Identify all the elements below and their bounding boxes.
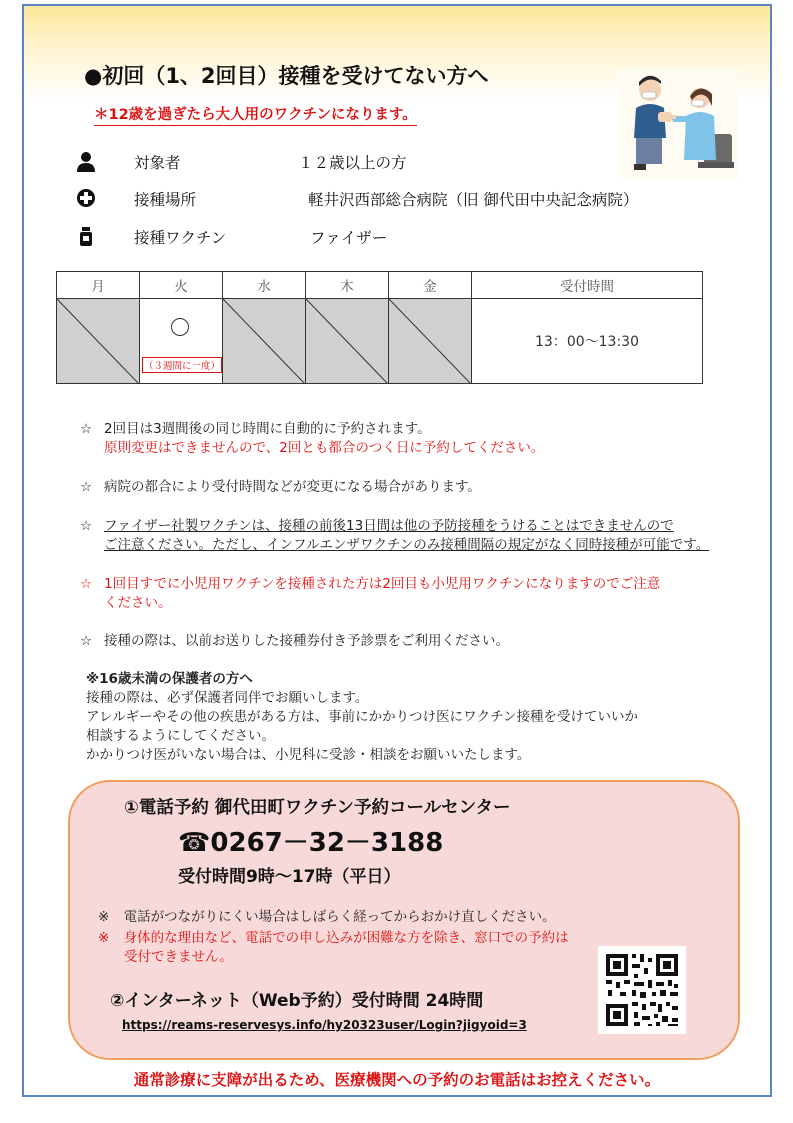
note-line: ご注意ください。ただし、インフルエンザワクチンのみ接種間隔の規定がなく同時接種が可能です。 [104, 537, 710, 553]
note-line: 原則変更はできませんので、2回とも都合のつく日に予約してください。 [104, 440, 545, 456]
note-line: 2回目は3週間後の同じ時間に自動的に予約されます。 [104, 421, 431, 437]
vaccination-illustration [620, 68, 738, 178]
note-line: ください。 [104, 595, 172, 611]
guardian-line: 接種の際は、必ず保護者同伴でお願いします。 [86, 690, 369, 706]
note-mark: ※ [98, 930, 110, 946]
header-fri: 金 [389, 272, 472, 299]
phone-heading: ①電話予約 御代田町ワクチン予約コールセンター [124, 798, 511, 818]
fri-unavailable-cell [389, 299, 472, 384]
available-circle-icon [171, 318, 189, 336]
phone-icon: ☎ [178, 828, 211, 858]
thu-unavailable-cell [306, 299, 389, 384]
mon-unavailable-cell [57, 299, 140, 384]
web-url-link[interactable]: https://reams-reservesys.info/hy20323user/Login?jigyoid=3 [122, 1018, 527, 1032]
web-heading: ②インターネット（Web予約）受付時間 24時間 [110, 991, 484, 1011]
vaccine-value: ファイザー [310, 229, 388, 247]
place-value: 軽井沢西部総合病院（旧 御代田中央記念病院） [308, 191, 639, 209]
tue-frequency-note: （３週間に一度） [142, 357, 222, 373]
flyer-frame [22, 4, 772, 1097]
header-thu: 木 [306, 272, 389, 299]
note-line: 接種の際は、以前お送りした接種券付き予診票をご利用ください。 [104, 633, 509, 649]
guardian-line: 相談するようにしてください。 [86, 728, 275, 744]
footer-warning: 通常診療に支障が出るため、医療機関への予約のお電話はお控えください。 [133, 1071, 661, 1089]
header-hours: 受付時間 [472, 272, 703, 299]
tue-available-cell [140, 299, 223, 384]
star-icon: ☆ [80, 479, 93, 495]
star-icon: ☆ [80, 421, 93, 437]
phone-note-text: 受付できません。 [124, 949, 233, 965]
note-line: 1回目すでに小児用ワクチンを接種された方は2回目も小児用ワクチンになりますのでご注意 [104, 576, 661, 592]
phone-note-text: 電話がつながりにくい場合はしばらく経ってからおかけ直しください。 [123, 909, 556, 925]
schedule-header-row [57, 272, 703, 299]
star-icon: ☆ [80, 633, 93, 649]
qr-code-image[interactable] [598, 946, 686, 1034]
target-label: 対象者 [134, 154, 181, 172]
phone-note-text: 身体的な理由など、電話での申し込みが困難な方を除き、窓口での予約は [123, 930, 569, 946]
slash-mark [306, 299, 388, 384]
phone-hours: 受付時間9時〜17時（平日） [178, 867, 401, 887]
guardian-section [86, 670, 638, 765]
note-line: 病院の都合により受付時間などが変更になる場合があります。 [104, 479, 481, 495]
guardian-line: かかりつけ医がいない場合は、小児科に受診・相談をお願いいたします。 [86, 747, 531, 763]
star-icon: ☆ [80, 576, 93, 592]
note-line: ファイザー社製ワクチンは、接種の前後13日間は他の予防接種をうけることはできませんので [104, 518, 674, 534]
phone-note-2 [98, 929, 569, 967]
hospital-plus-icon [76, 188, 96, 210]
guardian-heading: ※16歳未満の保護者の方へ [86, 671, 253, 687]
place-label: 接種場所 [134, 191, 197, 209]
slash-mark [57, 299, 139, 384]
schedule-table [56, 271, 703, 384]
person-icon [76, 151, 96, 173]
guardian-line: アレルギーやその他の疾患がある方は、事前にかかりつけ医にワクチン接種を受けていいか [86, 709, 638, 725]
phone-note-1 [98, 908, 556, 927]
vaccine-label: 接種ワクチン [134, 229, 227, 247]
slash-mark [389, 299, 471, 384]
header-mon: 月 [57, 272, 140, 299]
note-mark: ※ [98, 909, 110, 925]
age-note: ＊12歳を過ぎたら大人用のワクチンになります。 [94, 103, 417, 126]
slash-mark [223, 299, 305, 384]
page-title: ●初回（1、2回目）接種を受けてない方へ [84, 64, 489, 88]
header-wed: 水 [223, 272, 306, 299]
phone-number[interactable]: 0267－32－3188 [210, 828, 444, 858]
schedule-body-row [57, 299, 703, 384]
vaccine-vial-icon [76, 226, 96, 248]
star-icon: ☆ [80, 518, 93, 534]
phone-number-line[interactable] [178, 822, 443, 859]
target-value: １２歳以上の方 [298, 154, 407, 172]
header-tue: 火 [140, 272, 223, 299]
reception-hours-cell: 13：00〜13:30 [472, 299, 703, 384]
wed-unavailable-cell [223, 299, 306, 384]
